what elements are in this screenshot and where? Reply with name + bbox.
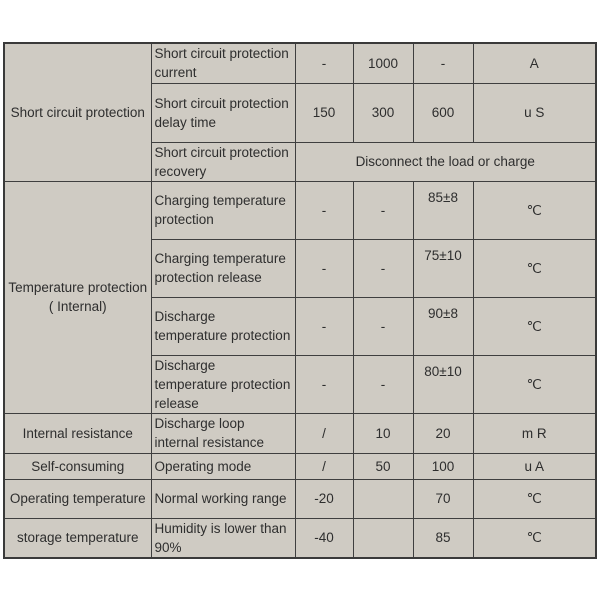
- min-cell: /: [295, 453, 353, 479]
- unit-cell: ℃: [473, 518, 596, 558]
- param-cell: Short circuit protection current: [151, 43, 295, 83]
- param-cell: Discharge temperature protection: [151, 297, 295, 355]
- table-row: [4, 181, 596, 239]
- unit-cell: u A: [473, 453, 596, 479]
- min-cell: -: [295, 181, 353, 239]
- param-cell: Discharge temperature protection release: [151, 355, 295, 413]
- group-internal-resistance: Internal resistance: [4, 413, 151, 453]
- unit-cell: ℃: [473, 479, 596, 518]
- max-cell: 80±10: [413, 355, 473, 413]
- param-cell: Discharge loop internal resistance: [151, 413, 295, 453]
- typ-cell: -: [353, 181, 413, 239]
- group-operating-temperature: Operating temperature: [4, 479, 151, 518]
- min-cell: -: [295, 355, 353, 413]
- unit-cell: ℃: [473, 297, 596, 355]
- max-cell: 600: [413, 83, 473, 142]
- unit-cell: ℃: [473, 239, 596, 297]
- max-cell: -: [413, 43, 473, 83]
- max-cell: 70: [413, 479, 473, 518]
- typ-cell: -: [353, 239, 413, 297]
- max-cell: 85: [413, 518, 473, 558]
- group-storage-temperature: storage temperature: [4, 518, 151, 558]
- max-cell: 100: [413, 453, 473, 479]
- unit-cell: ℃: [473, 181, 596, 239]
- min-cell: -40: [295, 518, 353, 558]
- max-cell: 75±10: [413, 239, 473, 297]
- typ-cell: [353, 479, 413, 518]
- group-short-circuit-protection: Short circuit protection: [4, 43, 151, 181]
- max-cell: 20: [413, 413, 473, 453]
- table-row: [4, 43, 596, 83]
- min-cell: -: [295, 43, 353, 83]
- unit-cell: ℃: [473, 355, 596, 413]
- typ-cell: [353, 518, 413, 558]
- max-cell: 85±8: [413, 181, 473, 239]
- param-cell: Humidity is lower than 90%: [151, 518, 295, 558]
- param-cell: Short circuit protection recovery: [151, 142, 295, 181]
- param-cell: Charging temperature protection release: [151, 239, 295, 297]
- spec-table: [3, 42, 597, 559]
- typ-cell: -: [353, 297, 413, 355]
- typ-cell: 300: [353, 83, 413, 142]
- unit-cell: A: [473, 43, 596, 83]
- min-cell: 150: [295, 83, 353, 142]
- param-cell: Normal working range: [151, 479, 295, 518]
- param-cell: Operating mode: [151, 453, 295, 479]
- group-temperature-protection: Temperature protection ( Internal): [4, 181, 151, 413]
- typ-cell: 1000: [353, 43, 413, 83]
- max-cell: 90±8: [413, 297, 473, 355]
- merged-value-cell: Disconnect the load or charge: [295, 142, 596, 181]
- min-cell: /: [295, 413, 353, 453]
- min-cell: -: [295, 239, 353, 297]
- typ-cell: 50: [353, 453, 413, 479]
- group-self-consuming: Self-consuming: [4, 453, 151, 479]
- table-row: [4, 453, 596, 479]
- table-row: [4, 479, 596, 518]
- typ-cell: -: [353, 355, 413, 413]
- typ-cell: 10: [353, 413, 413, 453]
- param-cell: Short circuit protection delay time: [151, 83, 295, 142]
- table-row: [4, 413, 596, 453]
- table-row: [4, 518, 596, 558]
- unit-cell: m R: [473, 413, 596, 453]
- param-cell: Charging temperature protection: [151, 181, 295, 239]
- min-cell: -20: [295, 479, 353, 518]
- min-cell: -: [295, 297, 353, 355]
- unit-cell: u S: [473, 83, 596, 142]
